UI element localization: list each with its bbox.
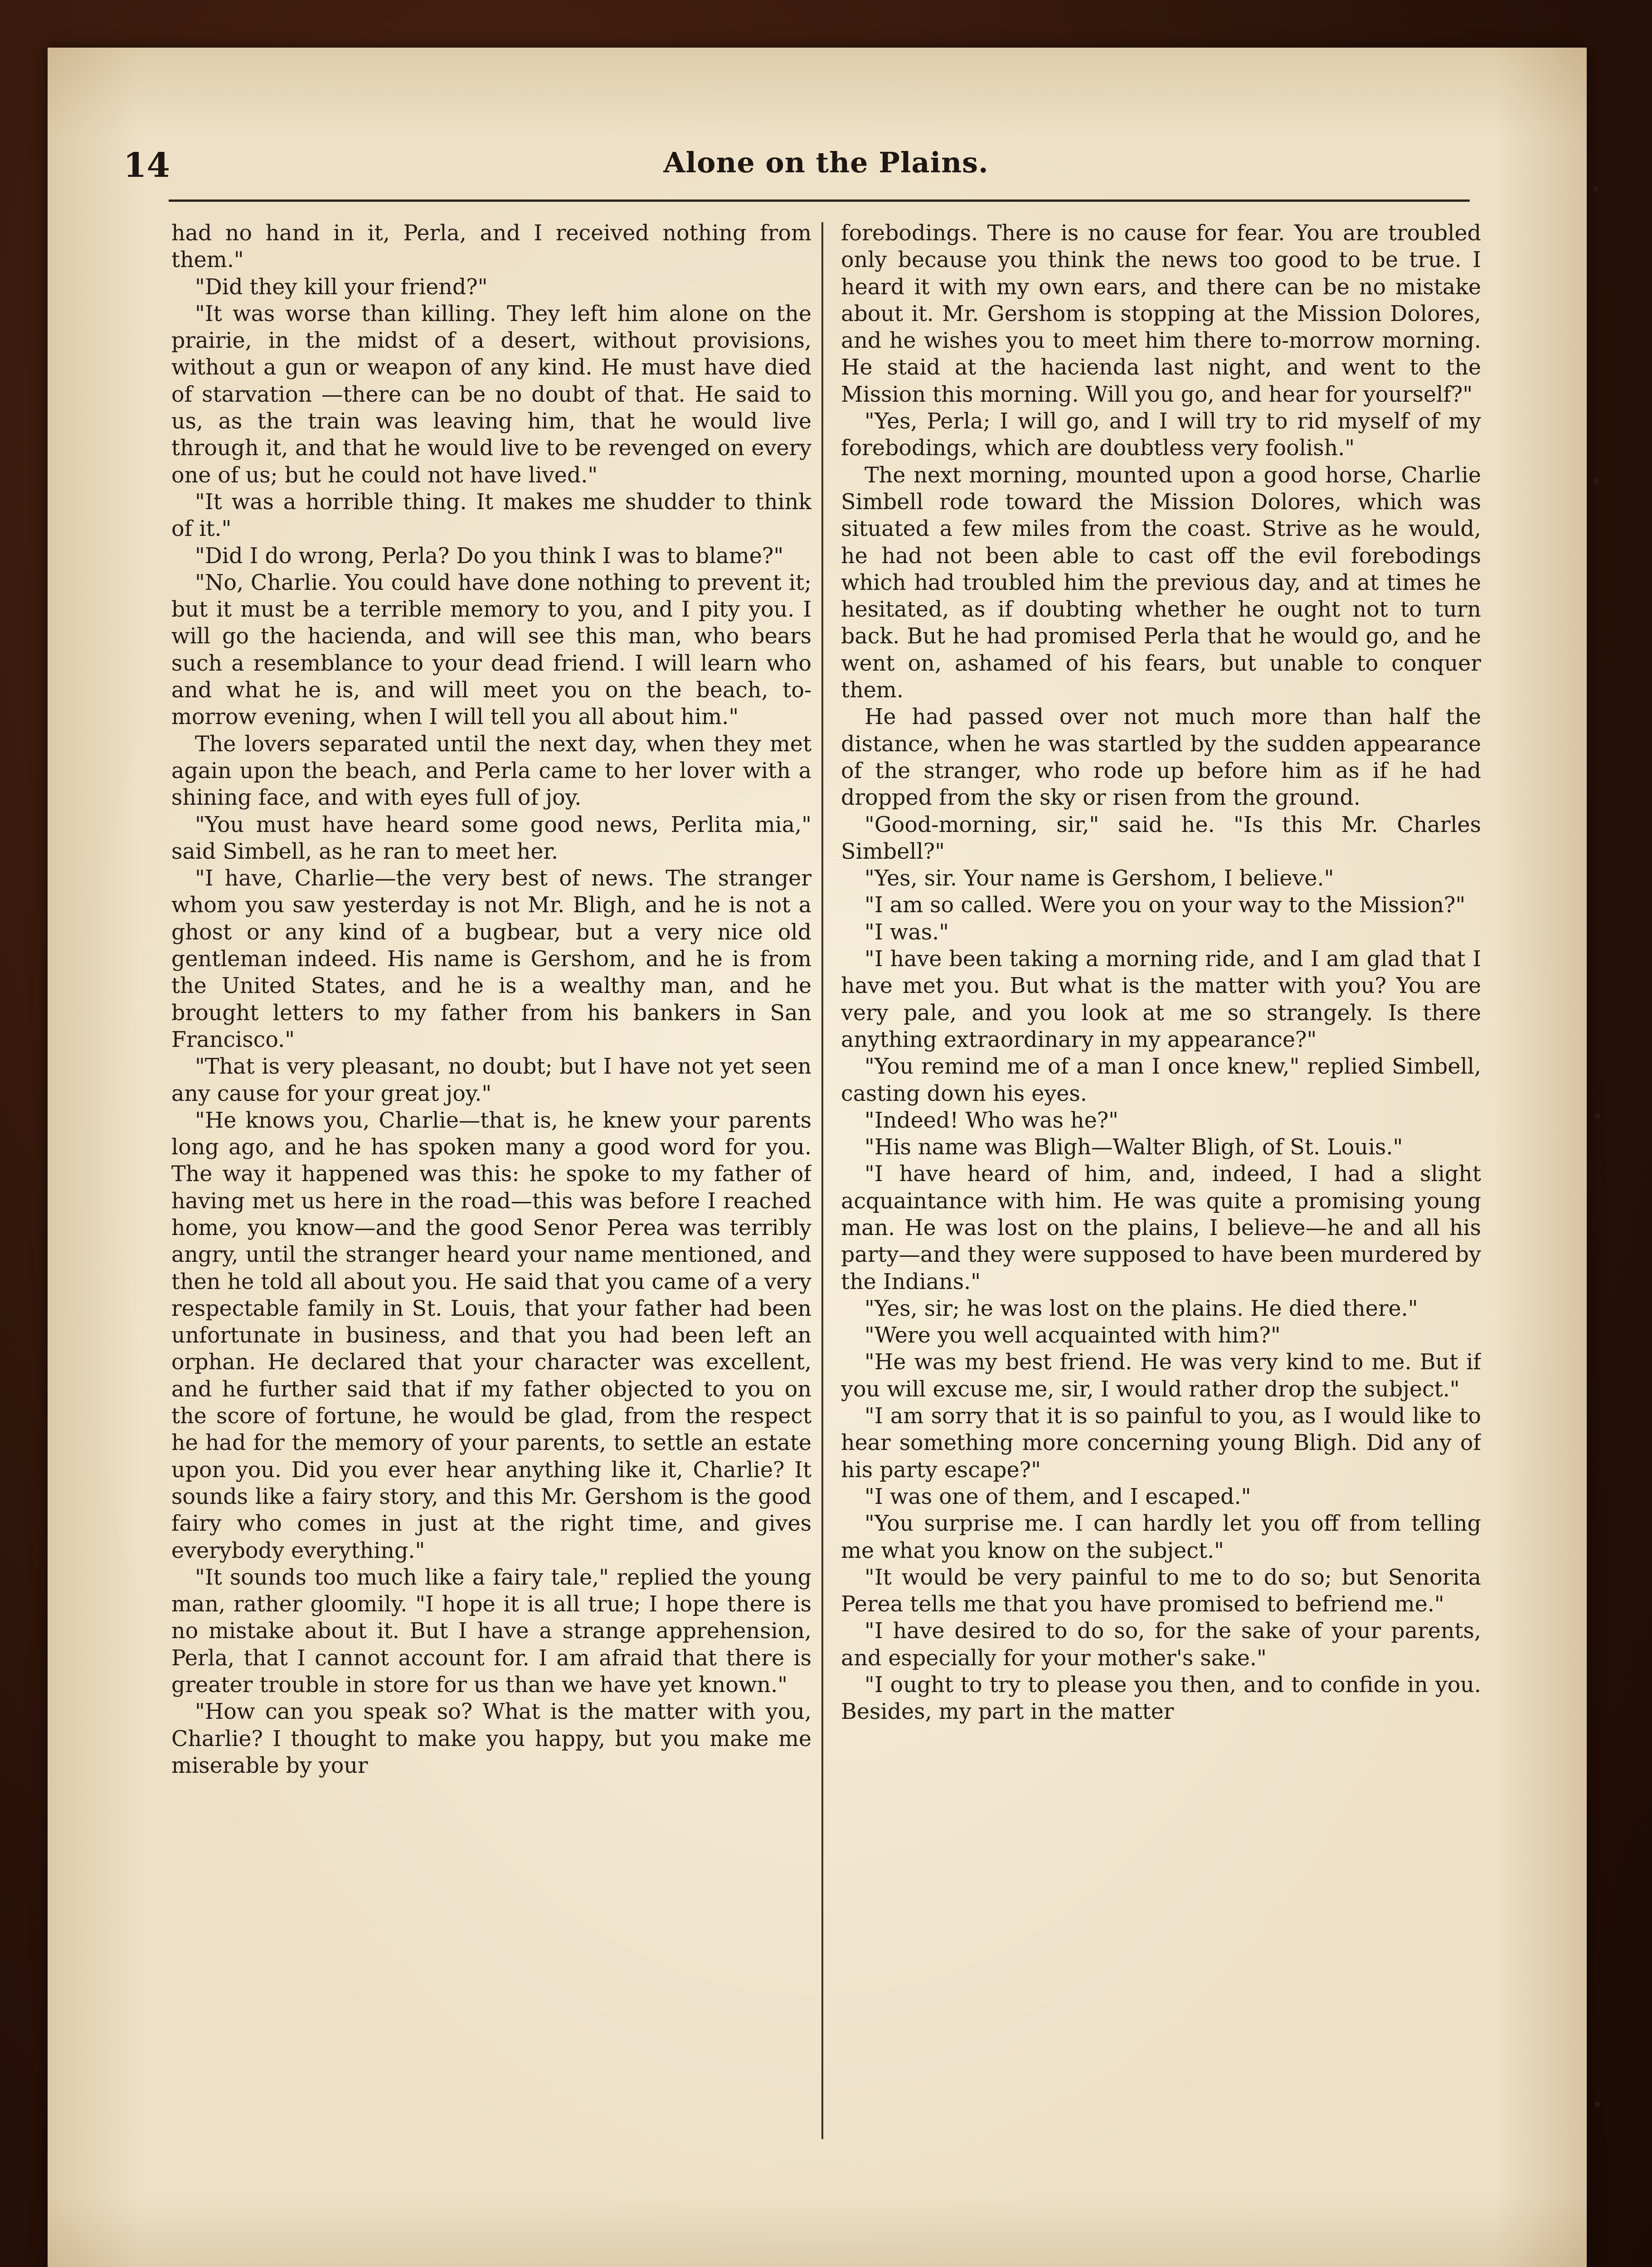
paragraph: "I have, Charlie—the very best of news. The stranger whom you saw yesterday is not Mr. Bligh, and he is not a ghost or any kind of a bugbear, but a very nice old gentleman indeed. His name is Gershom, and he is from the United States, and he is a wealthy man, and he brought letters to my father from his bankers in San Francisco." bbox=[171, 866, 811, 1052]
running-title: Alone on the Plains. bbox=[663, 146, 989, 179]
paragraph: "It was a horrible thing. It makes me shudder to think of it." bbox=[171, 489, 811, 542]
paragraph: "Yes, sir. Your name is Gershom, I believe." bbox=[865, 866, 1334, 891]
paragraph: "I am sorry that it is so painful to you, as I would like to hear something more concerning young Bligh. Did any of his party escape?" bbox=[841, 1404, 1481, 1483]
left-column bbox=[171, 220, 811, 2151]
paragraph: The next morning, mounted upon a good horse, Charlie Simbell rode toward the Mission Dolores, which was situated a few miles from the coast. Strive as he would, he had not been able to cast off the evil forebodings which had troubled him the previous day, and at times he hesitated, as if doubting whether he ought not to turn back. But he had promised Perla that he would go, and he went on, ashamed of his fears, but unable to conquer them. bbox=[841, 462, 1481, 703]
paragraph: "Good-morning, sir," said he. "Is this Mr. Charles Simbell?" bbox=[841, 812, 1481, 864]
paragraph: "It sounds too much like a fairy tale," replied the young man, rather gloomily. "I hope it is all true; I hope there is no mistake about it. But I have a strange apprehension, Perla, that I cannot account for. I am afraid that there is greater trouble in store for us than we have yet known." bbox=[171, 1565, 811, 1698]
paragraph: "That is very pleasant, no doubt; but I have not yet seen any cause for your great joy." bbox=[171, 1054, 811, 1106]
paragraph: "I ought to try to please you then, and to confide in you. Besides, my part in the matter bbox=[841, 1673, 1481, 1725]
paragraph: The lovers separated until the next day, when they met again upon the beach, and Perla came to her lover with a shining face, and with eyes full of joy. bbox=[171, 731, 811, 811]
paragraph: "You must have heard some good news, Perlita mia," said Simbell, as he ran to meet her. bbox=[171, 812, 811, 864]
paragraph: "How can you speak so? What is the matter with you, Charlie? I thought to make you happy, but you make me miserable by your bbox=[171, 1699, 811, 1778]
paragraph: "Were you well acquainted with him?" bbox=[865, 1323, 1281, 1348]
paragraph: "It was worse than killing. They left him alone on the prairie, in the midst of a desert, without provisions, without a gun or weapon of any kind. He must have died of starvation —there can be no doubt of that. He said to us, as the train was leaving him, that he would live through it, and that he would live to be revenged on every one of us; but he could not have lived." bbox=[171, 301, 811, 488]
paragraph: "You remind me of a man I once knew," replied Simbell, casting down his eyes. bbox=[841, 1054, 1481, 1106]
paragraph: "I have desired to do so, for the sake of your parents, and especially for your mother's sake." bbox=[841, 1619, 1481, 1671]
paragraph: "Yes, Perla; I will go, and I will try to rid myself of my forebodings, which are doubtless very foolish." bbox=[841, 409, 1481, 461]
paragraph: "Did they kill your friend?" bbox=[195, 274, 488, 300]
page-number: 14 bbox=[123, 146, 170, 185]
paragraph: "I am so called. Were you on your way to the Mission?" bbox=[865, 893, 1466, 918]
column-divider bbox=[821, 222, 823, 2139]
paragraph: "I was one of them, and I escaped." bbox=[865, 1484, 1251, 1509]
paragraph: "He was my best friend. He was very kind to me. But if you will excuse me, sir, I would rather drop the subject." bbox=[841, 1350, 1481, 1402]
paragraph: forebodings. There is no cause for fear. You are troubled only because you think the news too good to be true. I heard it with my own ears, and there can be no mistake about it. Mr. Gershom is stopping at the Mission Dolores, and he wishes you to meet him there to-morrow morning. He staid at the hacienda last night, and went to the Mission this morning. Will you go, and hear for yourself?" bbox=[841, 221, 1481, 407]
paragraph: "He knows you, Charlie—that is, he knew your parents long ago, and he has spoken many a good word for you. The way it happened was this: he spoke to my father of having met us here in the road—this was before I reached home, you know—and the good Senor Perea was terribly angry, until the stranger heard your name mentioned, and then he told all about you. He said that you came of a very respectable family in St. Louis, that your father had been unfortunate in business, and that you had been left an orphan. He declared that your character was excellent, and he further said that if my father objected to you on the score of fortune, he would be glad, from the respect he had for the memory of your parents, to settle an estate upon you. Did you ever hear anything like it, Charlie? It sounds like a fairy story, and this Mr. Gershom is the good fairy who comes in just at the right time, and gives everybody everything." bbox=[171, 1108, 811, 1563]
header-rule bbox=[169, 199, 1470, 202]
paragraph: "Did I do wrong, Perla? Do you think I was to blame?" bbox=[195, 543, 784, 569]
paragraph: "It would be very painful to me to do so; but Senorita Perea tells me that you have promised to befriend me." bbox=[841, 1565, 1481, 1617]
binding-mark: • bbox=[1592, 1106, 1603, 1127]
paragraph: "Indeed! Who was he?" bbox=[865, 1108, 1119, 1133]
paragraph: had no hand in it, Perla, and I received nothing from them." bbox=[171, 221, 811, 273]
paragraph: "I have heard of him, and, indeed, I had a slight acquaintance with him. He was quite a promising young man. He was lost on the plains, I believe—he and all his party—and they were supposed to have been murdered by the Indians." bbox=[841, 1162, 1481, 1294]
binding-mark: • bbox=[1591, 472, 1602, 492]
paragraph: He had passed over not much more than half the distance, when he was startled by the sudden appearance of the stranger, who rode up before him as if he had dropped from the sky or risen from the ground. bbox=[841, 705, 1481, 811]
paragraph: "Yes, sir; he was lost on the plains. He died there." bbox=[865, 1296, 1418, 1321]
binding-mark: • bbox=[1590, 179, 1601, 200]
binding-mark: • bbox=[1592, 2095, 1603, 2116]
paragraph: "You surprise me. I can hardly let you off from telling me what you know on the subject." bbox=[841, 1511, 1481, 1563]
paragraph: "I have been taking a morning ride, and I am glad that I have met you. But what is the matter with you? You are very pale, and you look at me so strangely. Is there anything extraordinary in my appearance?" bbox=[841, 947, 1481, 1052]
paragraph: "No, Charlie. You could have done nothing to prevent it; but it must be a terrible memory to you, and I pity you. I will go the hacienda, and will see this man, who bears such a resemblance to your dead friend. I will learn who and what he is, and will meet you on the beach, to-morrow evening, when I will tell you all about him." bbox=[171, 570, 811, 730]
right-column bbox=[841, 220, 1481, 2151]
paragraph: "His name was Bligh—Walter Bligh, of St. Louis." bbox=[865, 1135, 1403, 1160]
paragraph: "I was." bbox=[865, 919, 949, 945]
